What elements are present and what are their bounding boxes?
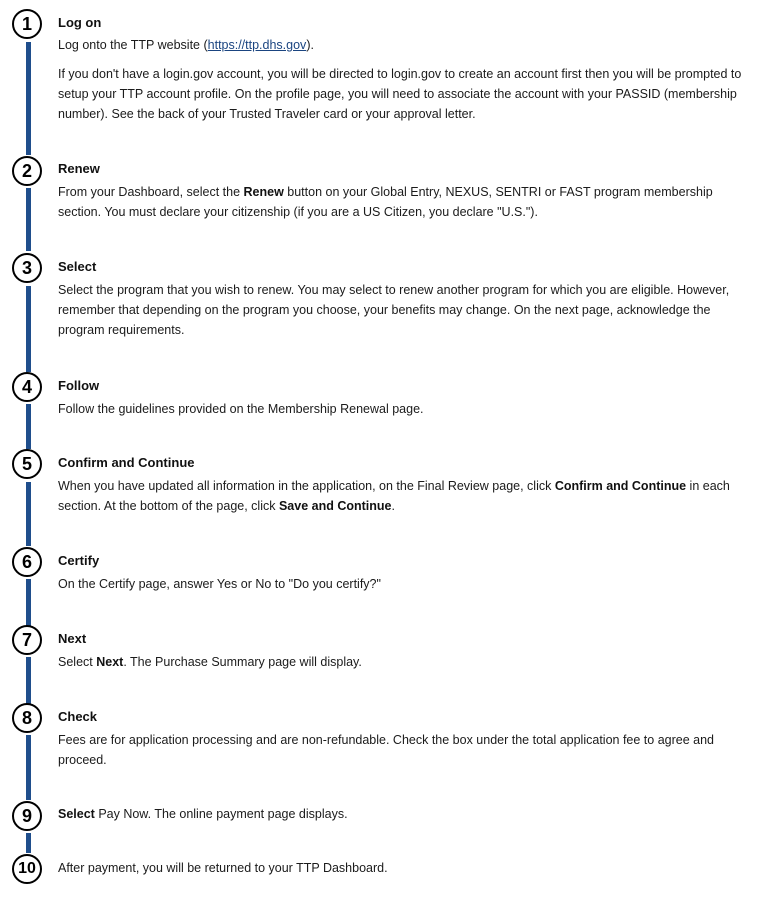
step-title: Log on [58,15,102,30]
save-continue-emphasis: Save and Continue [278,499,392,513]
step-number-badge: 8 [12,703,42,733]
renew-emphasis: Renew [243,185,284,199]
step-text: Log onto the TTP website ( [58,38,208,52]
step-title: Follow [58,378,100,393]
step-description [58,476,748,516]
step-text: Select [58,655,97,669]
step-text: button on your Global Entry, NEXUS, SENTRI or FAST program membership section. You must declare your citizenship (if you are a US Citizen, you declare "U.S."). [58,185,713,219]
step-description: Select the program that you wish to renew. You may select to renew another program for which you are eligible. However, remember that depending on the program you choose, your benefits may change. On the next page, acknowledge the program requirements. [58,283,730,337]
step-title: Select [58,259,97,274]
step-text: Pay Now. The online payment page displays. [94,807,348,821]
step-text: ). [306,38,314,52]
select-emphasis: Select [58,807,95,821]
step-number-badge: 3 [12,253,42,283]
timeline-connector [26,482,31,546]
step-number-badge: 10 [12,854,42,884]
timeline-connector [26,833,31,853]
timeline-connector [26,404,31,449]
step-description [58,35,748,55]
step-text: . [391,499,395,513]
ttp-website-link[interactable]: https://ttp.dhs.gov [207,38,307,52]
step-title: Next [58,631,87,646]
step-description [58,804,748,824]
timeline-connector [26,42,31,155]
step-description [58,652,748,672]
step-title: Renew [58,161,100,176]
step-text: in each section. At the bottom of the page, click [58,479,730,513]
step-title: Confirm and Continue [58,455,195,470]
step-number-badge: 7 [12,625,42,655]
next-emphasis: Next [96,655,124,669]
timeline-connector [26,579,31,626]
step-description: Fees are for application processing and are non-refundable. Check the box under the total application fee to agree and proceed. [58,733,714,767]
confirm-continue-emphasis: Confirm and Continue [554,479,687,493]
step-number-badge: 4 [12,372,42,402]
step-number-badge: 9 [12,801,42,831]
timeline-connector [26,657,31,704]
step-description: If you don't have a login.gov account, you will be directed to login.gov to create an account first then you will be prompted to setup your TTP account profile. On the profile page, you will need to associate the account with your PASSID (membership number). See the back of your Trusted Traveler card or your approval letter. [58,67,742,121]
timeline-connector [26,286,31,372]
step-number-badge: 5 [12,449,42,479]
step-number-badge: 1 [12,9,42,39]
step-description [58,182,748,222]
step-title: Certify [58,553,100,568]
step-number-badge: 2 [12,156,42,186]
step-description: On the Certify page, answer Yes or No to "Do you certify?" [58,577,381,591]
step-text: From your Dashboard, select the [58,185,244,199]
timeline-connector [26,188,31,251]
step-description: After payment, you will be returned to your TTP Dashboard. [58,861,388,875]
step-text: When you have updated all information in the application, on the Final Review page, click [58,479,555,493]
step-description: Follow the guidelines provided on the Membership Renewal page. [58,402,424,416]
step-number-badge: 6 [12,547,42,577]
step-title: Check [58,709,98,724]
timeline-connector [26,735,31,800]
step-text: . The Purchase Summary page will display. [123,655,362,669]
